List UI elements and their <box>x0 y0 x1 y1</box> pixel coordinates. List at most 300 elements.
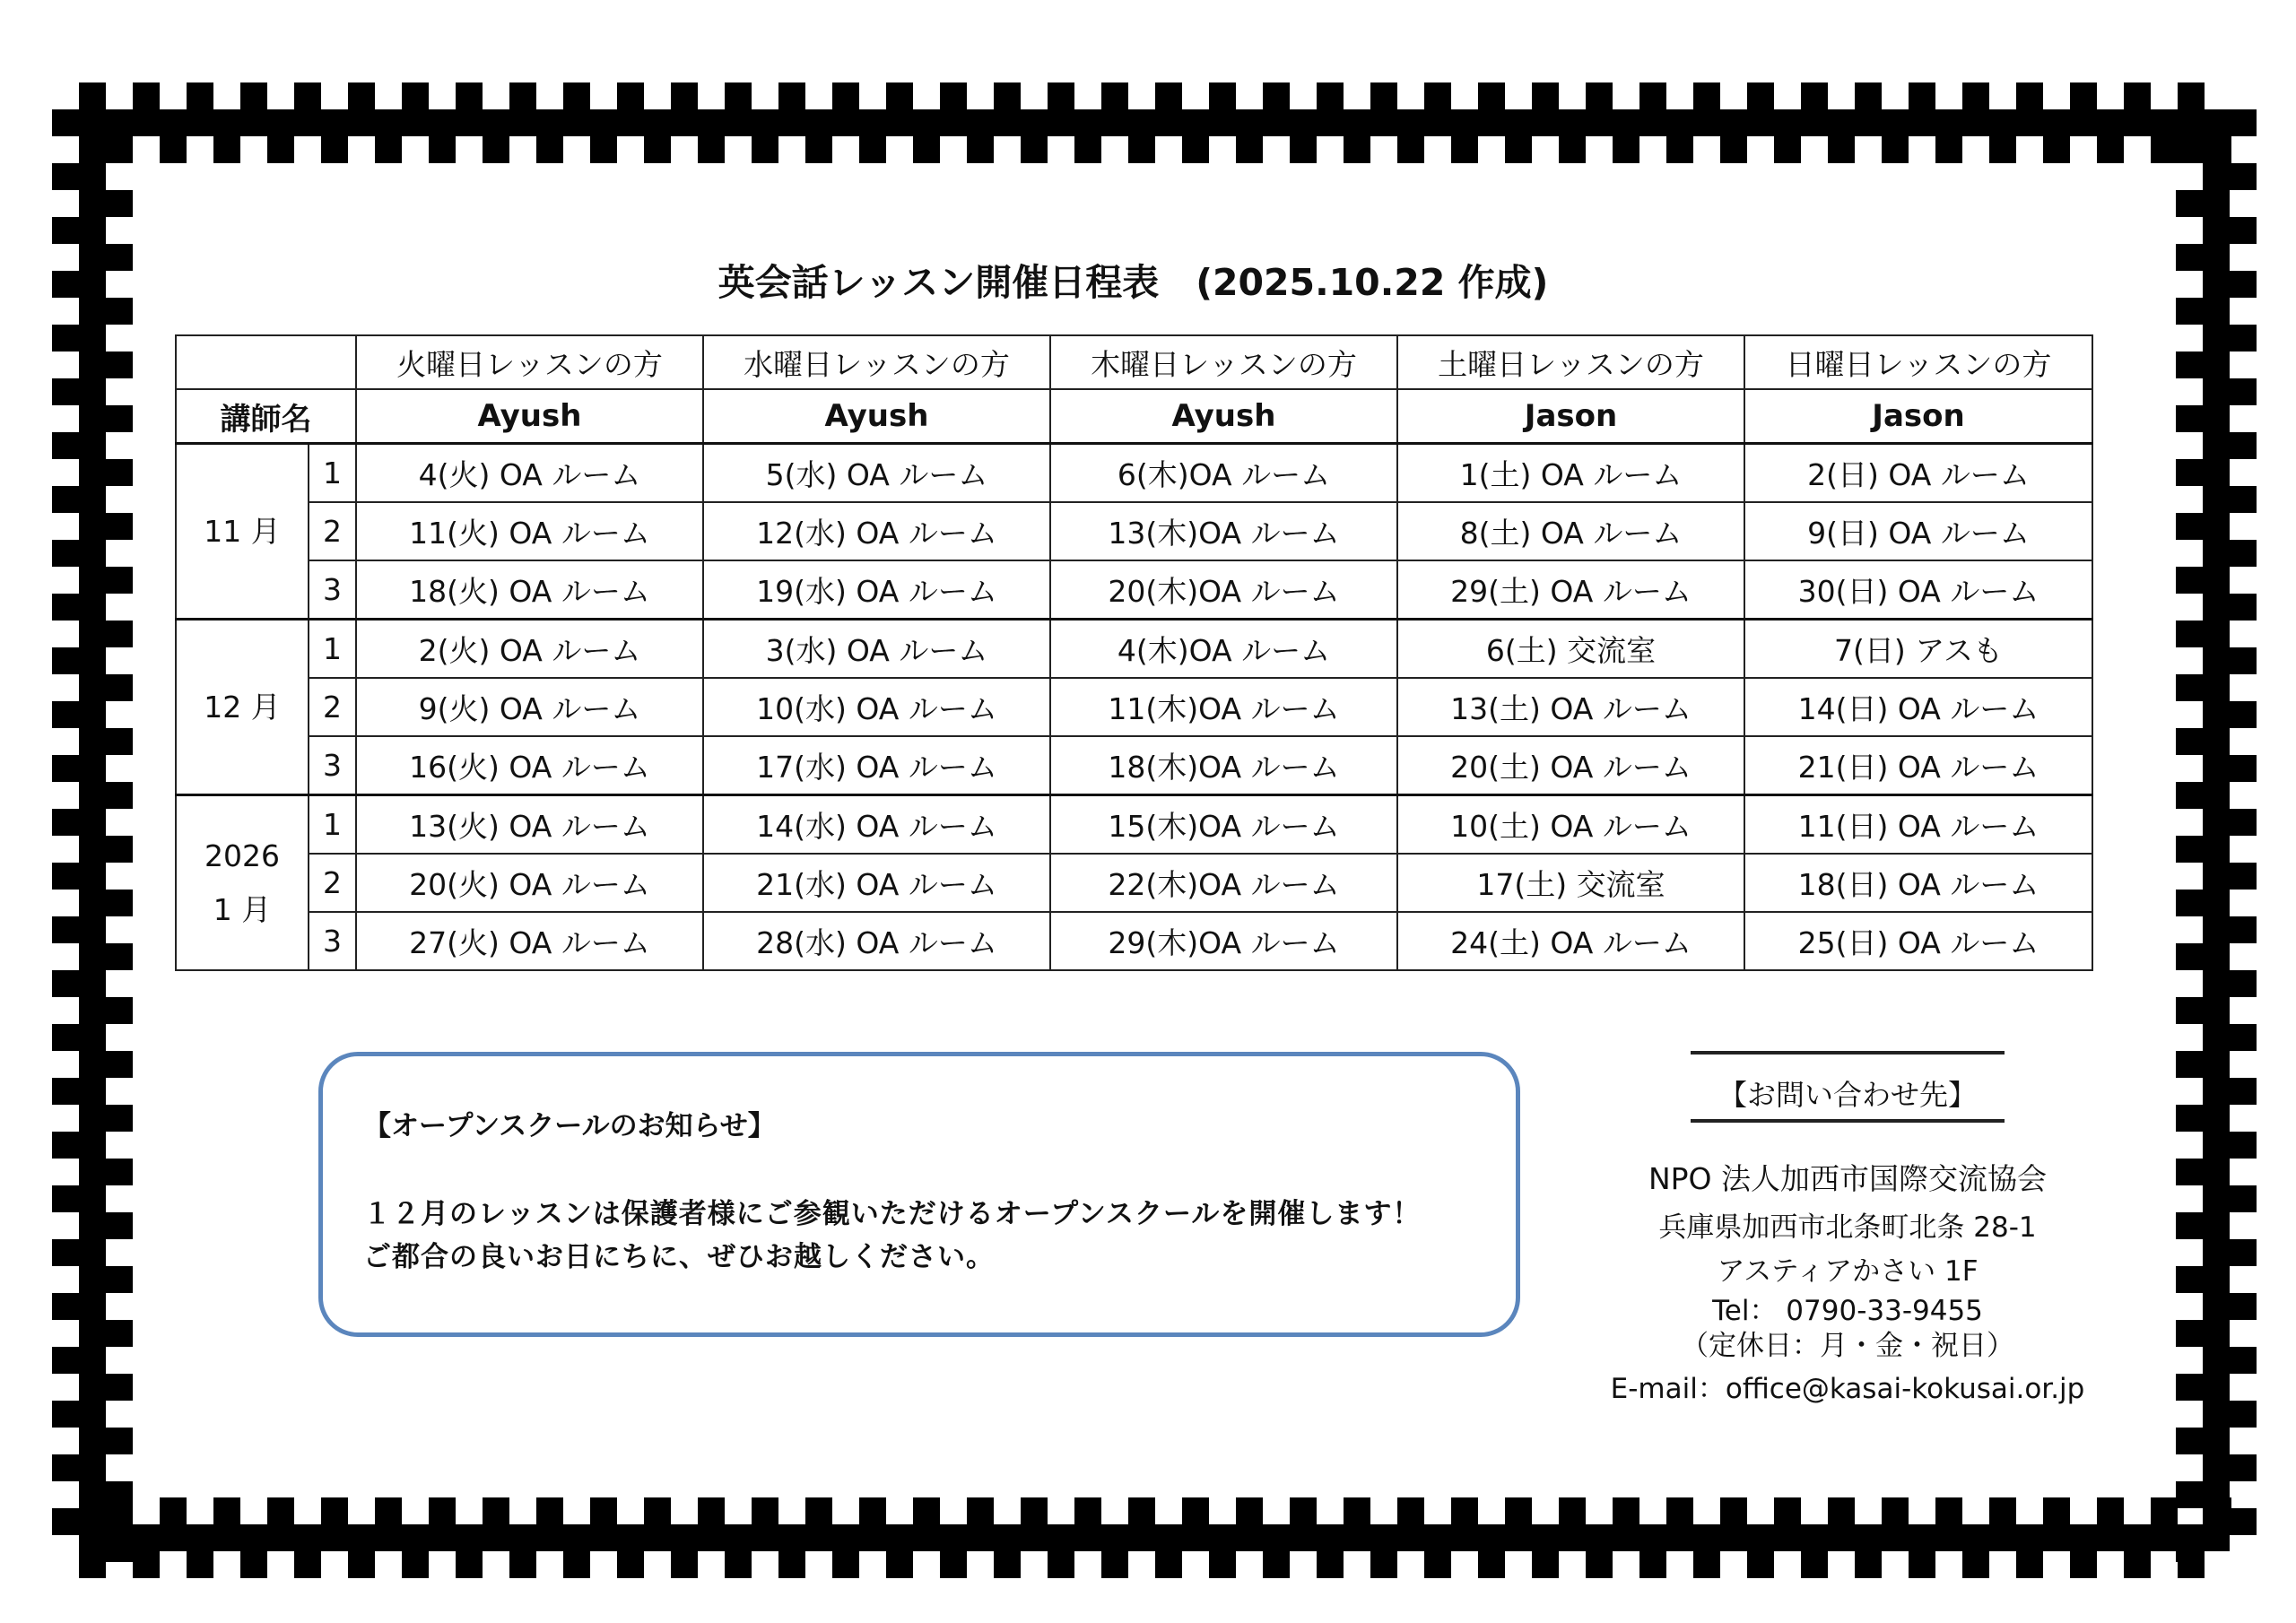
border-tooth-left <box>52 432 79 459</box>
lesson-cell: 7(日) アスも <box>1744 620 2092 679</box>
border-tooth-right <box>2230 916 2257 943</box>
border-tooth-right-inner <box>2176 459 2203 486</box>
month-label-cell <box>176 444 309 620</box>
border-tooth-bottom <box>1586 1551 1613 1578</box>
border-tooth-right-inner <box>2176 190 2203 217</box>
lesson-cell: 15(木)OA ルーム <box>1050 795 1397 855</box>
border-tooth-left-inner <box>106 674 133 701</box>
border-tooth-bottom-inner <box>590 1497 617 1524</box>
week-row <box>176 912 2092 970</box>
border-tooth-bottom-inner <box>2097 1497 2124 1524</box>
border-tooth-right-inner <box>2176 405 2203 432</box>
border-tooth-top <box>1532 82 1559 109</box>
border-tooth-right <box>2230 1078 2257 1105</box>
contact-address-2: アスティアかさい 1F <box>1717 1255 1979 1288</box>
border-tooth-top-inner <box>1559 136 1586 163</box>
border-tooth-left <box>52 594 79 621</box>
lesson-cell: 14(水) OA ルーム <box>703 795 1050 855</box>
border-band-right <box>2203 109 2230 1551</box>
border-tooth-top <box>2016 82 2043 109</box>
border-tooth-bottom <box>563 1551 590 1578</box>
lesson-cell: 17(土) 交流室 <box>1397 854 1744 912</box>
border-tooth-bottom-inner <box>267 1497 294 1524</box>
border-tooth-right <box>2230 1185 2257 1212</box>
page-title: 英会話レッスン開催日程表 (2025.10.22 作成) <box>718 261 1549 304</box>
border-tooth-top <box>725 82 752 109</box>
border-tooth-bottom <box>1478 1551 1505 1578</box>
border-tooth-top-inner <box>1828 136 1855 163</box>
lesson-cell: 29(木)OA ルーム <box>1050 912 1397 970</box>
contact-organization: NPO 法人加西市国際交流協会 <box>1648 1161 2048 1196</box>
day-header-cell: 水曜日レッスンの方 <box>703 335 1050 389</box>
border-tooth-top-inner <box>321 136 348 163</box>
border-tooth-bottom <box>2070 1551 2097 1578</box>
border-tooth-top <box>1693 82 1720 109</box>
border-tooth-top <box>79 82 106 109</box>
border-tooth-bottom-inner <box>805 1497 832 1524</box>
border-tooth-top <box>2070 82 2097 109</box>
border-tooth-bottom <box>832 1551 859 1578</box>
month-label-line: 2026 <box>204 838 280 873</box>
week-row <box>176 795 2092 855</box>
border-tooth-bottom-inner <box>536 1497 563 1524</box>
border-tooth-left-inner <box>106 244 133 271</box>
border-tooth-bottom-inner <box>1828 1497 1855 1524</box>
border-tooth-top-inner <box>590 136 617 163</box>
border-tooth-right-inner <box>2176 1159 2203 1185</box>
border-tooth-right-inner <box>2176 244 2203 271</box>
border-tooth-top-inner <box>1182 136 1209 163</box>
border-tooth-left-inner <box>106 621 133 647</box>
border-tooth-top-inner <box>213 136 240 163</box>
border-tooth-left-inner <box>106 1051 133 1078</box>
border-tooth-bottom <box>2016 1551 2043 1578</box>
open-school-notice <box>318 1052 1520 1337</box>
lesson-cell: 30(日) OA ルーム <box>1744 560 2092 620</box>
border-tooth-bottom-inner <box>967 1497 994 1524</box>
lesson-cell: 11(木)OA ルーム <box>1050 678 1397 736</box>
border-tooth-top-inner <box>1613 136 1639 163</box>
border-tooth-bottom-inner <box>1182 1497 1209 1524</box>
lesson-cell: 3(水) OA ルーム <box>703 620 1050 679</box>
contact-address-1: 兵庫県加西市北条町北条 28-1 <box>1658 1211 2037 1244</box>
border-tooth-left <box>52 1508 79 1535</box>
day-header-cell: 火曜日レッスンの方 <box>356 335 703 389</box>
lesson-cell: 19(水) OA ルーム <box>703 560 1050 620</box>
week-index-cell: 2 <box>309 854 356 912</box>
border-tooth-bottom <box>617 1551 644 1578</box>
border-tooth-top-inner <box>536 136 563 163</box>
border-tooth-bottom-inner <box>1397 1497 1424 1524</box>
border-tooth-left <box>52 378 79 405</box>
border-tooth-left-inner <box>106 1105 133 1132</box>
border-tooth-top-inner <box>160 136 187 163</box>
lesson-cell: 21(水) OA ルーム <box>703 854 1050 912</box>
border-tooth-bottom-inner <box>1774 1497 1801 1524</box>
border-tooth-left <box>52 1078 79 1105</box>
contact-heading: 【お問い合わせ先】 <box>1718 1078 1977 1112</box>
border-tooth-left <box>52 1293 79 1320</box>
teacher-row <box>176 389 2092 444</box>
border-tooth-top-inner <box>1021 136 1048 163</box>
border-tooth-left-inner <box>106 298 133 325</box>
border-tooth-top <box>1424 82 1451 109</box>
border-tooth-bottom-inner <box>1505 1497 1532 1524</box>
border-tooth-bottom <box>402 1551 429 1578</box>
lesson-cell: 27(火) OA ルーム <box>356 912 703 970</box>
border-tooth-bottom-inner <box>1128 1497 1155 1524</box>
lesson-cell: 14(日) OA ルーム <box>1744 678 2092 736</box>
lesson-cell: 17(水) OA ルーム <box>703 736 1050 795</box>
month-label-line: 12 月 <box>204 689 281 725</box>
border-tooth-top-inner <box>1882 136 1909 163</box>
week-row <box>176 736 2092 795</box>
border-tooth-left-inner <box>106 836 133 863</box>
border-tooth-bottom-inner <box>1666 1497 1693 1524</box>
border-tooth-bottom <box>1909 1551 1935 1578</box>
day-header-cell: 日曜日レッスンの方 <box>1744 335 2092 389</box>
border-tooth-bottom-inner <box>1236 1497 1263 1524</box>
lesson-cell: 6(木)OA ルーム <box>1050 444 1397 503</box>
border-tooth-top <box>1370 82 1397 109</box>
border-tooth-top <box>2178 82 2205 109</box>
contact-top-rule <box>1691 1051 2005 1055</box>
border-tooth-bottom <box>348 1551 375 1578</box>
border-tooth-right-inner <box>2176 674 2203 701</box>
border-tooth-bottom <box>994 1551 1021 1578</box>
lesson-cell: 20(木)OA ルーム <box>1050 560 1397 620</box>
border-band-top <box>79 109 2230 136</box>
border-tooth-right <box>2230 1347 2257 1374</box>
border-tooth-right-inner <box>2176 728 2203 755</box>
month-label-line: 1 月 <box>213 891 272 927</box>
border-tooth-bottom <box>1155 1551 1182 1578</box>
border-tooth-top-inner <box>752 136 778 163</box>
week-row <box>176 444 2092 503</box>
border-tooth-right <box>2230 647 2257 674</box>
border-tooth-right-inner <box>2176 997 2203 1024</box>
border-tooth-right <box>2230 1239 2257 1266</box>
border-tooth-right <box>2230 1508 2257 1535</box>
border-tooth-top <box>187 82 213 109</box>
border-tooth-top-inner <box>1774 136 1801 163</box>
lesson-cell: 4(火) OA ルーム <box>356 444 703 503</box>
border-tooth-bottom-inner <box>913 1497 940 1524</box>
month-label-cell <box>176 795 309 971</box>
border-band-bottom <box>79 1524 2230 1551</box>
border-tooth-bottom-inner <box>1720 1497 1747 1524</box>
border-tooth-top-inner <box>1666 136 1693 163</box>
notice-heading: 【オープンスクールのお知らせ】 <box>363 1110 776 1142</box>
border-tooth-top <box>778 82 805 109</box>
border-tooth-top <box>456 82 483 109</box>
border-tooth-right-inner <box>2176 1105 2203 1132</box>
border-tooth-bottom-inner <box>1451 1497 1478 1524</box>
border-tooth-top <box>563 82 590 109</box>
week-index-cell: 3 <box>309 912 356 970</box>
border-tooth-top-inner <box>375 136 402 163</box>
contact-phone: Tel： 0790-33-9455 <box>1712 1295 1983 1327</box>
week-row <box>176 678 2092 736</box>
border-tooth-right <box>2230 1024 2257 1051</box>
border-tooth-top <box>133 82 160 109</box>
border-tooth-right-inner <box>2176 1481 2203 1508</box>
lesson-cell: 24(土) OA ルーム <box>1397 912 1744 970</box>
lesson-cell: 8(土) OA ルーム <box>1397 502 1744 560</box>
border-tooth-bottom-inner <box>1935 1497 1962 1524</box>
notice-line-1: １２月のレッスンは保護者様にご参観いただけるオープンスクールを開催します！ <box>363 1198 1422 1230</box>
border-tooth-right-inner <box>2176 890 2203 916</box>
border-tooth-bottom <box>1693 1551 1720 1578</box>
border-tooth-bottom-inner <box>1989 1497 2016 1524</box>
lesson-cell: 13(火) OA ルーム <box>356 795 703 855</box>
border-tooth-top-inner <box>1505 136 1532 163</box>
border-tooth-bottom-inner <box>1074 1497 1101 1524</box>
border-tooth-top-inner <box>2151 136 2178 163</box>
border-tooth-right <box>2230 970 2257 997</box>
border-tooth-top-inner <box>967 136 994 163</box>
border-tooth-right <box>2230 163 2257 190</box>
border-tooth-right <box>2230 863 2257 890</box>
border-tooth-left-inner <box>106 1266 133 1293</box>
lesson-cell: 6(土) 交流室 <box>1397 620 1744 679</box>
border-tooth-right <box>2230 271 2257 298</box>
border-tooth-bottom <box>456 1551 483 1578</box>
border-tooth-bottom <box>509 1551 536 1578</box>
border-tooth-right-inner <box>2176 1535 2203 1562</box>
border-tooth-bottom <box>1747 1551 1774 1578</box>
border-tooth-bottom <box>671 1551 698 1578</box>
border-tooth-bottom-inner <box>2151 1497 2178 1524</box>
border-tooth-top-inner <box>698 136 725 163</box>
border-tooth-top-inner <box>1344 136 1370 163</box>
border-tooth-right <box>2230 432 2257 459</box>
lesson-cell: 29(土) OA ルーム <box>1397 560 1744 620</box>
border-tooth-top <box>1747 82 1774 109</box>
teacher-name-cell: Ayush <box>356 389 703 444</box>
lesson-cell: 2(日) OA ルーム <box>1744 444 2092 503</box>
contact-bottom-rule <box>1691 1119 2005 1123</box>
week-index-cell: 3 <box>309 560 356 620</box>
border-tooth-right <box>2230 325 2257 352</box>
border-tooth-left-inner <box>106 567 133 594</box>
border-tooth-bottom-inner <box>859 1497 886 1524</box>
border-tooth-left <box>52 863 79 890</box>
border-tooth-top-inner <box>805 136 832 163</box>
border-tooth-right-inner <box>2176 1051 2203 1078</box>
border-tooth-top <box>1801 82 1828 109</box>
month-label-cell <box>176 620 309 795</box>
border-tooth-top <box>832 82 859 109</box>
border-tooth-top <box>1155 82 1182 109</box>
border-tooth-bottom <box>1263 1551 1290 1578</box>
border-tooth-left <box>52 755 79 782</box>
border-tooth-top <box>1855 82 1882 109</box>
border-tooth-bottom-inner <box>2205 1497 2231 1524</box>
border-tooth-bottom-inner <box>375 1497 402 1524</box>
border-tooth-bottom-inner <box>160 1497 187 1524</box>
border-band-left <box>79 109 106 1551</box>
border-tooth-bottom <box>1209 1551 1236 1578</box>
border-tooth-right-inner <box>2176 352 2203 378</box>
lesson-cell: 9(日) OA ルーム <box>1744 502 2092 560</box>
border-tooth-top <box>2124 82 2151 109</box>
lesson-schedule-table <box>175 334 2093 971</box>
border-tooth-bottom <box>2124 1551 2151 1578</box>
border-tooth-left-inner <box>106 943 133 970</box>
border-tooth-top <box>509 82 536 109</box>
border-tooth-bottom <box>1317 1551 1344 1578</box>
border-tooth-left <box>52 217 79 244</box>
border-tooth-right <box>2230 378 2257 405</box>
border-tooth-top <box>1586 82 1613 109</box>
border-tooth-top-inner <box>859 136 886 163</box>
border-tooth-right-inner <box>2176 513 2203 540</box>
border-tooth-right <box>2230 755 2257 782</box>
border-tooth-top <box>1478 82 1505 109</box>
border-tooth-left <box>52 1239 79 1266</box>
lesson-cell: 20(土) OA ルーム <box>1397 736 1744 795</box>
contact-closed-days: （定休日：月・金・祝日） <box>1681 1330 2014 1362</box>
border-tooth-right <box>2230 1401 2257 1428</box>
border-tooth-top-inner <box>2205 136 2231 163</box>
border-tooth-left <box>52 486 79 513</box>
border-tooth-bottom-inner <box>1021 1497 1048 1524</box>
day-header-row <box>176 335 2092 389</box>
teacher-label-cell: 講師名 <box>176 389 356 444</box>
border-tooth-top <box>1209 82 1236 109</box>
lesson-cell: 1(土) OA ルーム <box>1397 444 1744 503</box>
border-tooth-left-inner <box>106 728 133 755</box>
border-tooth-right-inner <box>2176 1266 2203 1293</box>
border-tooth-bottom <box>725 1551 752 1578</box>
border-tooth-bottom <box>187 1551 213 1578</box>
contact-email: E-mail：office@kasai-kokusai.or.jp <box>1610 1373 2085 1405</box>
border-tooth-left <box>52 647 79 674</box>
border-tooth-top <box>671 82 698 109</box>
border-tooth-top <box>1101 82 1128 109</box>
border-tooth-right-inner <box>2176 1212 2203 1239</box>
border-tooth-left <box>52 1185 79 1212</box>
lesson-cell: 5(水) OA ルーム <box>703 444 1050 503</box>
lesson-cell: 13(木)OA ルーム <box>1050 502 1397 560</box>
border-tooth-right <box>2230 809 2257 836</box>
week-index-cell: 3 <box>309 736 356 795</box>
border-tooth-left-inner <box>106 1535 133 1562</box>
border-tooth-bottom <box>79 1551 106 1578</box>
border-tooth-top-inner <box>1074 136 1101 163</box>
border-tooth-bottom-inner <box>213 1497 240 1524</box>
border-tooth-top-inner <box>483 136 509 163</box>
border-tooth-bottom-inner <box>429 1497 456 1524</box>
teacher-name-cell: Jason <box>1397 389 1744 444</box>
border-tooth-bottom <box>1855 1551 1882 1578</box>
border-tooth-right <box>2230 594 2257 621</box>
teacher-name-cell: Ayush <box>1050 389 1397 444</box>
border-tooth-bottom-inner <box>752 1497 778 1524</box>
border-tooth-right-inner <box>2176 621 2203 647</box>
week-row <box>176 854 2092 912</box>
border-tooth-left-inner <box>106 890 133 916</box>
lesson-cell: 10(水) OA ルーム <box>703 678 1050 736</box>
lesson-cell: 12(水) OA ルーム <box>703 502 1050 560</box>
border-tooth-bottom <box>240 1551 267 1578</box>
border-tooth-left <box>52 809 79 836</box>
teacher-name-cell: Ayush <box>703 389 1050 444</box>
lesson-cell: 18(木)OA ルーム <box>1050 736 1397 795</box>
border-tooth-right <box>2230 109 2257 136</box>
border-tooth-bottom-inner <box>321 1497 348 1524</box>
notice-line-2: ご都合の良いお日にちに、ぜひお越しください。 <box>363 1241 995 1273</box>
border-tooth-bottom <box>886 1551 913 1578</box>
border-tooth-left <box>52 1347 79 1374</box>
week-index-cell: 2 <box>309 502 356 560</box>
border-tooth-top <box>940 82 967 109</box>
border-tooth-left <box>52 701 79 728</box>
border-tooth-top <box>1909 82 1935 109</box>
lesson-cell: 18(日) OA ルーム <box>1744 854 2092 912</box>
border-tooth-bottom <box>1048 1551 1074 1578</box>
week-index-cell: 2 <box>309 678 356 736</box>
border-tooth-left-inner <box>106 459 133 486</box>
border-tooth-top-inner <box>1451 136 1478 163</box>
lesson-cell: 21(日) OA ルーム <box>1744 736 2092 795</box>
border-tooth-left-inner <box>106 352 133 378</box>
border-tooth-top-inner <box>1397 136 1424 163</box>
border-tooth-left <box>52 1132 79 1159</box>
lesson-cell: 25(日) OA ルーム <box>1744 912 2092 970</box>
border-tooth-bottom-inner <box>1613 1497 1639 1524</box>
border-tooth-bottom-inner <box>1344 1497 1370 1524</box>
lesson-cell: 18(火) OA ルーム <box>356 560 703 620</box>
border-tooth-left <box>52 970 79 997</box>
border-tooth-bottom <box>778 1551 805 1578</box>
border-tooth-left <box>52 325 79 352</box>
week-row <box>176 620 2092 679</box>
border-tooth-top-inner <box>1236 136 1263 163</box>
border-tooth-left-inner <box>106 1159 133 1185</box>
border-tooth-left <box>52 916 79 943</box>
border-tooth-bottom-inner <box>1882 1497 1909 1524</box>
border-tooth-bottom <box>1532 1551 1559 1578</box>
lesson-cell: 20(火) OA ルーム <box>356 854 703 912</box>
border-tooth-left-inner <box>106 136 133 163</box>
border-tooth-right-inner <box>2176 1374 2203 1401</box>
border-tooth-right <box>2230 217 2257 244</box>
border-tooth-bottom <box>940 1551 967 1578</box>
week-row <box>176 560 2092 620</box>
border-tooth-right-inner <box>2176 836 2203 863</box>
border-tooth-right-inner <box>2176 1320 2203 1347</box>
border-tooth-top <box>240 82 267 109</box>
border-tooth-bottom <box>1370 1551 1397 1578</box>
header-corner-cell <box>176 335 356 389</box>
border-tooth-bottom <box>133 1551 160 1578</box>
border-tooth-left-inner <box>106 782 133 809</box>
border-tooth-top-inner <box>429 136 456 163</box>
border-tooth-left-inner <box>106 513 133 540</box>
border-tooth-left-inner <box>106 997 133 1024</box>
border-tooth-top <box>994 82 1021 109</box>
month-label-line: 11 月 <box>204 513 281 549</box>
border-tooth-bottom <box>294 1551 321 1578</box>
border-tooth-top <box>294 82 321 109</box>
border-tooth-top <box>1048 82 1074 109</box>
border-tooth-top-inner <box>1935 136 1962 163</box>
lesson-cell: 13(土) OA ルーム <box>1397 678 1744 736</box>
day-header-cell: 土曜日レッスンの方 <box>1397 335 1744 389</box>
border-tooth-left-inner <box>106 1428 133 1454</box>
